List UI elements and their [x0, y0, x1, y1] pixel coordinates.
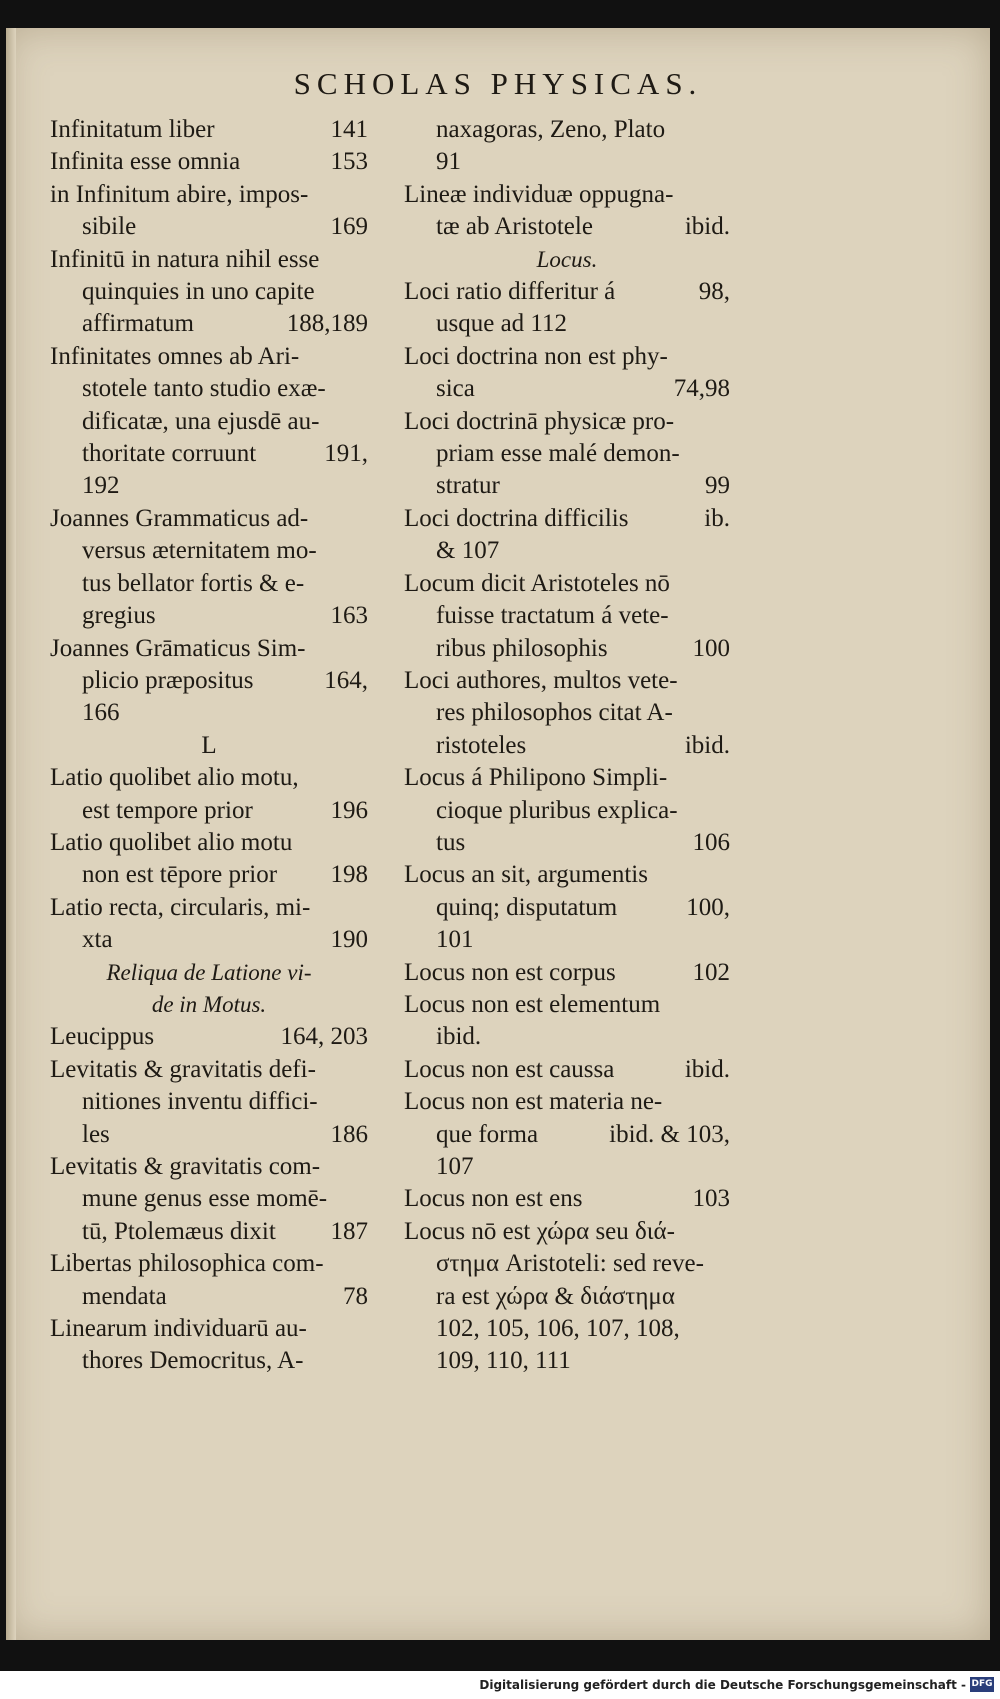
index-entry-line — [404, 406, 730, 438]
index-entry-text: Latio quolibet alio motu, — [50, 764, 299, 792]
index-page-ref: 196 — [330, 796, 368, 824]
index-entry-line — [50, 276, 368, 308]
index-entry-text: ra est χώρα & διάστημα — [436, 1282, 675, 1310]
index-entry-line — [404, 1151, 730, 1183]
index-entry-line — [50, 568, 368, 600]
index-entry-line — [50, 1021, 368, 1053]
index-entry-text: Locum dicit Aristoteles nō — [404, 569, 670, 597]
index-page-ref: 98, — [698, 278, 730, 306]
index-entry-text: tus bellator fortis & e- — [82, 569, 305, 597]
index-entry-line — [50, 859, 368, 891]
index-entry-line — [404, 179, 730, 211]
index-entry-line — [50, 211, 368, 243]
index-entry-text: naxagoras, Zeno, Plato — [436, 116, 666, 143]
index-entry-text: Infinitatum liber — [50, 116, 215, 143]
index-entry-line — [50, 503, 368, 535]
index-entry-line — [50, 600, 368, 632]
index-entry-text: Locus non est ens — [404, 1185, 583, 1213]
index-entry-text: Levitatis & gravitatis com- — [50, 1153, 321, 1180]
index-entry-text: tæ ab Aristotele — [436, 213, 593, 241]
index-entry-text: affirmatum — [82, 310, 194, 338]
index-entry-text: 101 — [436, 926, 474, 954]
index-entry-line — [404, 470, 730, 502]
index-entry-text: & 107 — [436, 537, 500, 565]
index-entry-text: Locus non est materia ne- — [404, 1088, 663, 1116]
index-entry-text: 166 — [82, 699, 120, 727]
index-entry-line — [404, 1281, 730, 1313]
dfg-logo: DFG — [970, 1677, 994, 1692]
index-entry-line — [50, 1151, 368, 1183]
index-entry-line — [50, 470, 368, 502]
index-entry-line — [404, 1313, 730, 1345]
index-entry-text: versus æternitatem mo- — [82, 537, 317, 565]
index-entry-text: 192 — [82, 472, 120, 500]
index-entry-line — [50, 1345, 368, 1377]
index-entry-line — [404, 114, 730, 146]
index-entry-line — [404, 1248, 730, 1280]
index-entry-text: stotele tanto studio exæ- — [82, 375, 326, 403]
index-entry-line — [404, 568, 730, 600]
index-page-ref: 99 — [705, 472, 730, 500]
index-entry-line — [404, 1216, 730, 1248]
index-entry-text: Leucippus — [50, 1023, 155, 1051]
index-entry-text: Infinitū in natura nihil esse — [50, 245, 320, 273]
index-entry-line — [50, 1216, 368, 1248]
index-page-ref: 141 — [330, 116, 368, 143]
index-entry-line — [50, 373, 368, 405]
index-entry-line — [50, 406, 368, 438]
index-page-ref: 153 — [330, 148, 368, 176]
running-head: SCHOLAS PHYSICAS. — [293, 66, 703, 101]
index-page-ref: 188,189 — [286, 310, 368, 338]
index-entry-line — [50, 665, 368, 697]
index-entry-text: Libertas philosophica com- — [50, 1250, 324, 1278]
index-entry-text: tū, Ptolemæus dixit — [82, 1217, 276, 1245]
index-entry-text: 91 — [436, 148, 461, 176]
index-page-ref: 106 — [692, 828, 730, 856]
index-page-ref: ibid. & 103, — [609, 1120, 730, 1148]
index-entry-line — [404, 633, 730, 665]
index-page-ref: 186 — [330, 1120, 368, 1148]
index-entry-line — [404, 892, 730, 924]
index-page-ref: 100, — [686, 893, 730, 921]
index-entry-line — [50, 179, 368, 211]
index-entry-line — [404, 1119, 730, 1151]
index-entry-line — [50, 146, 368, 178]
index-page-ref: 164, — [324, 666, 368, 694]
page-edge — [6, 28, 16, 1640]
index-entry-text: Lineæ individuæ oppugna- — [404, 180, 674, 208]
index-entry-text: est tempore prior — [82, 796, 253, 824]
index-entry-text: res philosophos citat A- — [436, 699, 673, 727]
index-entry-line — [50, 1248, 368, 1280]
index-entry-line — [50, 892, 368, 924]
index-entry-line — [404, 859, 730, 891]
index-section-heading: L — [201, 731, 217, 759]
index-entry-text: les — [82, 1120, 110, 1148]
index-entry-text: ristoteles — [436, 731, 527, 759]
index-entry-text: que forma — [436, 1120, 539, 1148]
index-entry-text: usque ad 112 — [436, 310, 567, 338]
index-entry-text: sibile — [82, 213, 137, 241]
index-entry-text: Locus non est caussa — [404, 1055, 615, 1083]
index-entry-line — [404, 1021, 730, 1053]
index-entry-text: gregius — [82, 602, 156, 630]
footer-bar — [0, 1671, 1000, 1699]
index-entry-line — [404, 795, 730, 827]
index-entry-line — [404, 730, 730, 762]
index-entry-line — [50, 1183, 368, 1215]
index-entry-line — [404, 211, 730, 243]
index-page-ref: 190 — [330, 926, 368, 954]
index-page-ref: 187 — [330, 1217, 368, 1245]
index-entry-text: Locus non est corpus — [404, 958, 616, 986]
index-page-ref: 163 — [330, 602, 368, 630]
index-entry-text: Levitatis & gravitatis defi- — [50, 1055, 316, 1083]
index-page-ref: 169 — [330, 213, 368, 241]
index-entry-line — [50, 697, 368, 729]
index-entry-line — [404, 1054, 730, 1086]
index-entry-line — [50, 1281, 368, 1313]
index-entry-line — [50, 114, 368, 146]
index-entry-text: mune genus esse momē- — [82, 1185, 328, 1213]
index-entry-text: quinq; disputatum — [436, 893, 618, 921]
index-section-heading: Locus. — [536, 246, 598, 272]
index-page-ref: ibid. — [684, 213, 730, 241]
index-entry-text: nitiones inventu diffici- — [82, 1088, 318, 1116]
index-entry-text: thoritate corruunt — [82, 440, 257, 468]
index-entry-line — [50, 795, 368, 827]
index-entry-line — [404, 957, 730, 989]
index-entry-line — [404, 503, 730, 535]
index-entry-text: Linearum individuarū au- — [50, 1315, 307, 1343]
index-entry-text: plicio præpositus — [82, 666, 254, 694]
index-entry-line — [404, 665, 730, 697]
index-entry-text: non est tēpore prior — [82, 861, 278, 889]
index-entry-text: sica — [436, 375, 475, 403]
index-page-ref: ibid. — [684, 731, 730, 759]
index-page-ref: 78 — [343, 1282, 368, 1310]
index-entry-line — [50, 244, 368, 276]
index-entry-line — [404, 827, 730, 859]
index-entry-line — [50, 1086, 368, 1118]
index-entry-text: Loci authores, multos vete- — [404, 666, 678, 694]
index-entry-text: 102, 105, 106, 107, 108, — [436, 1315, 680, 1343]
index-entry-text: Locus non est elementum — [404, 990, 661, 1018]
index-entry-line — [404, 762, 730, 794]
index-entry-line — [404, 1345, 730, 1377]
index-entry-line — [50, 827, 368, 859]
index-entry-line — [50, 1119, 368, 1151]
right-column — [404, 114, 730, 1378]
index-entry-text: Infinita esse omnia — [50, 148, 241, 176]
index-section-heading: Reliqua de Latione vi- — [106, 959, 312, 985]
index-entry-text: cioque pluribus explica- — [436, 796, 678, 824]
index-page-ref: 100 — [692, 634, 730, 662]
index-entry-line — [404, 600, 730, 632]
index-entry-line — [404, 697, 730, 729]
index-entry-text: ribus philosophis — [436, 634, 608, 662]
index-entry-text: Latio quolibet alio motu — [50, 828, 293, 856]
index-entry-line — [404, 989, 730, 1021]
index-entry-text: 107 — [436, 1153, 474, 1180]
index-entry-line — [404, 373, 730, 405]
index-entry-line — [404, 924, 730, 956]
index-entry-text: Locus á Philipono Simpli- — [404, 764, 668, 792]
index-entry-line — [404, 438, 730, 470]
index-entry-line — [50, 308, 368, 340]
index-entry-line — [50, 762, 368, 794]
index-entry-line — [50, 924, 368, 956]
index-entry-text: in Infinitum abire, impos- — [50, 180, 309, 208]
index-entry-text: Joannes Grammaticus ad- — [50, 504, 309, 532]
index-page-ref: 103 — [692, 1185, 730, 1213]
index-entry-line — [404, 1183, 730, 1215]
index-entry-line — [404, 1086, 730, 1118]
index-page-ref: 164, 203 — [280, 1023, 368, 1051]
index-page-ref: 198 — [330, 861, 368, 889]
index-entry-text: στημα Aristoteli: sed reve- — [436, 1250, 704, 1278]
index-page-ref: ib. — [704, 504, 730, 532]
index-entry-text: dificatæ, una ejusdē au- — [82, 407, 320, 435]
index-entry-line — [50, 1054, 368, 1086]
index-entry-line — [404, 535, 730, 567]
book-page — [6, 28, 990, 1640]
left-column — [50, 114, 368, 1378]
index-entry-line — [404, 341, 730, 373]
index-entry-line — [50, 633, 368, 665]
index-entry-text: Locus nō est χώρα seu διά- — [404, 1217, 675, 1245]
index-entry-text: Loci doctrinā physicæ pro- — [404, 407, 675, 435]
index-entry-line — [404, 146, 730, 178]
index-entry-text: Locus an sit, argumentis — [404, 861, 648, 889]
index-entry-text: Infinitates omnes ab Ari- — [50, 342, 300, 370]
index-entry-text: Loci ratio differitur á — [404, 278, 616, 306]
index-entry-text: ibid. — [436, 1023, 482, 1051]
index-entry-text: Joannes Grāmaticus Sim- — [50, 634, 306, 662]
index-entry-text: Loci doctrina non est phy- — [404, 342, 668, 370]
index-entry-text: xta — [82, 926, 113, 954]
index-entry-text: stratur — [436, 472, 500, 500]
index-page-ref: 102 — [692, 958, 730, 986]
index-entry-text: Latio recta, circularis, mi- — [50, 893, 311, 921]
index-page-ref: ibid. — [684, 1055, 730, 1083]
index-entry-text: tus — [436, 828, 466, 856]
index-entry-line — [50, 535, 368, 567]
index-entry-line — [50, 438, 368, 470]
index-entry-text: priam esse malé demon- — [436, 440, 680, 468]
index-entry-text: mendata — [82, 1282, 167, 1310]
footer-credit: Digitalisierung gefördert durch die Deutsche Forschungsgemeinschaft - — [479, 1678, 966, 1692]
index-entry-text: fuisse tractatum á vete- — [436, 602, 669, 630]
index-entry-line — [404, 276, 730, 308]
index-entry-text: quinquies in uno capite — [82, 278, 315, 306]
index-section-heading: de in Motus. — [151, 991, 267, 1017]
index-entry-text: Loci doctrina difficilis — [404, 504, 629, 532]
index-entry-line — [50, 341, 368, 373]
index-entry-line — [404, 308, 730, 340]
index-entry-text: 109, 110, 111 — [436, 1347, 571, 1375]
index-page-ref: 74,98 — [673, 375, 730, 403]
index-entry-text: thores Democritus, A- — [82, 1347, 304, 1375]
index-page-ref: 191, — [324, 440, 368, 468]
index-entry-line — [50, 1313, 368, 1345]
